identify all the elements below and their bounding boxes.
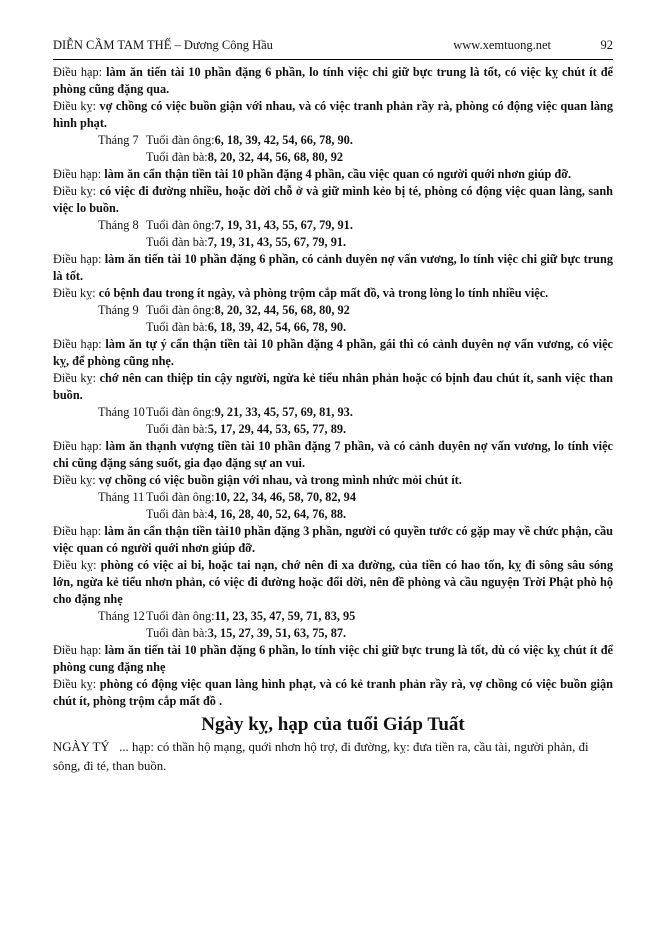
month-row-men [53,608,613,625]
women-label: Tuổi đàn bà: [146,422,208,436]
women-label: Tuổi đàn bà: [146,150,208,164]
month-row-women [53,421,613,438]
month-row-women [53,234,613,251]
month-row-men [53,302,613,319]
women-ages: 4, 16, 28, 40, 52, 64, 76, 88. [207,507,347,521]
men-ages: 7, 19, 31, 43, 55, 67, 79, 91. [214,218,353,232]
dieu-hap-text: làm ăn tự ý cẩn thận tiền tài 10 phần đặng 4 phần, gái thì có cảnh duyên nợ vấn vương, có việc kỵ, để phòng cũng nhẹ. [53,337,613,368]
dieu-hap-label: Điều hạp: [53,65,107,79]
month-dieu-ky [53,183,613,217]
dieu-hap-text: làm ăn tiến tài 10 phần đặng 6 phần, lo tính việc chi giữ bực trung là tốt, có việc kỵ chút ít để phòng cũng đặng qua. [53,65,613,96]
month-label: Tháng 7 [98,133,139,147]
dieu-ky-text: vợ chồng có việc buồn giận với nhau, và trong mình nhức mỏi chút ít. [98,473,462,487]
month-dieu-ky [53,557,613,608]
dieu-ky-label: Điều kỵ: [53,184,100,198]
men-label: Tuổi đàn ông: [146,218,215,232]
month-dieu-ky [53,472,613,489]
header-title: DIỄN CẦM TAM THẾ – Dương Công Hầu [53,38,273,52]
month-dieu-hap [53,166,613,183]
page-number: 92 [600,38,613,52]
month-dieu-hap [53,642,613,676]
month-dieu-ky [53,676,613,710]
women-ages: 3, 15, 27, 39, 51, 63, 75, 87. [207,626,347,640]
dieu-ky-label: Điều kỵ: [53,677,100,691]
dieu-hap-text: làm ăn thạnh vượng tiền tài 10 phần đặng 7 phần, và có cảnh duyên nợ vấn vương, lo tính việc chi cũng đặng sáng suốt, gia đạo đặng sự an vui. [53,439,613,470]
dieu-hap-label: Điều hạp: [53,439,106,453]
women-label: Tuổi đàn bà: [146,626,208,640]
ngay-ty-label: NGÀY TÝ [53,740,110,754]
month-label: Tháng 12 [98,609,145,623]
men-ages: 11, 23, 35, 47, 59, 71, 83, 95 [214,609,356,623]
dieu-hap-label: Điều hạp: [53,167,105,181]
month-label: Tháng 9 [98,303,139,317]
men-label: Tuổi đàn ông: [146,133,215,147]
dieu-hap-label: Điều hạp: [53,337,106,351]
men-ages: 10, 22, 34, 46, 58, 70, 82, 94 [214,490,356,504]
month-row-women [53,625,613,642]
women-label: Tuổi đàn bà: [146,320,208,334]
dieu-hap-label: Điều hạp: [53,524,105,538]
men-label: Tuổi đàn ông: [146,609,215,623]
intro-dieu-hap [53,64,613,98]
dieu-ky-text: có việc đi đường nhiều, hoặc dời chỗ ở và giữ mình kẻo bị té, phòng có động việc quan làng, sanh việc lo buồn. [53,184,613,215]
month-dieu-hap [53,336,613,370]
ngay-ty-text: ... hạp: có thần hộ mạng, quới nhơn hộ trợ, đi đường, kỵ: đưa tiền ra, cầu tài, người phản, đi sông, đi té, than buồn. [53,740,589,773]
document-page [53,38,613,776]
header-website: www.xemtuong.net [453,38,551,52]
dieu-ky-text: có bệnh đau trong ít ngày, và phòng trộm cắp mất đồ, và trong lòng lo tính nhiều việc. [98,286,549,300]
section-heading: Ngày kỵ, hạp của tuổi Giáp Tuất [201,714,465,735]
men-label: Tuổi đàn ông: [146,303,215,317]
ngay-ty-paragraph [53,738,613,776]
month-dieu-hap [53,523,613,557]
month-row-men [53,404,613,421]
month-dieu-ky [53,370,613,404]
month-label: Tháng 10 [98,405,145,419]
dieu-ky-label: Điều kỵ: [53,371,100,385]
men-ages: 8, 20, 32, 44, 56, 68, 80, 92 [214,303,350,317]
dieu-ky-label: Điều kỵ: [53,473,99,487]
intro-dieu-ky [53,98,613,132]
women-label: Tuổi đàn bà: [146,507,208,521]
month-dieu-hap [53,438,613,472]
dieu-hap-text: làm ăn tiến tài 10 phần đặng 6 phần, có cảnh duyên nợ vấn vương, lo tính việc chi giữ bực trung là tốt. [53,252,613,283]
women-ages: 6, 18, 39, 42, 54, 66, 78, 90. [207,320,347,334]
month-row-women [53,506,613,523]
month-row-men [53,489,613,506]
dieu-ky-label: Điều kỵ: [53,558,101,572]
women-ages: 8, 20, 32, 44, 56, 68, 80, 92 [207,150,343,164]
dieu-hap-label: Điều hạp: [53,643,105,657]
women-label: Tuổi đàn bà: [146,235,208,249]
dieu-hap-text: làm ăn cẩn thận tiền tài10 phần đặng 3 phần, người có quyền tước có gặp may về chức phận, cầu việc quan có người quới nhơn giúp đỡ. [53,524,613,555]
women-ages: 5, 17, 29, 44, 53, 65, 77, 89. [207,422,347,436]
month-label: Tháng 11 [98,490,145,504]
page-header [53,38,613,56]
month-row-men [53,217,613,234]
month-row-women [53,149,613,166]
month-dieu-hap [53,251,613,285]
women-ages: 7, 19, 31, 43, 55, 67, 79, 91. [207,235,347,249]
men-ages: 9, 21, 33, 45, 57, 69, 81, 93. [214,405,353,419]
dieu-hap-text: làm ăn cẩn thận tiền tài 10 phần đặng 4 phần, cầu việc quan có người quới nhơn giúp đỡ. [104,167,572,181]
month-label: Tháng 8 [98,218,139,232]
dieu-ky-label: Điều kỵ: [53,286,99,300]
dieu-ky-text: chớ nên can thiệp tin cậy người, ngừa kẻ tiểu nhân phản hoặc có bịnh đau chút ít, sanh việc than buồn. [53,371,613,402]
month-dieu-ky [53,285,613,302]
month-row-men [53,132,613,149]
month-row-women [53,319,613,336]
dieu-hap-text: làm ăn tiến tài 10 phần đặng 6 phần, lo tính việc chi giữ bực trung là tốt, dù có việc kỵ chút ít để phòng cung đặng nhẹ [53,643,613,674]
dieu-hap-label: Điều hạp: [53,252,105,266]
dieu-ky-text: phòng có động việc quan làng hình phạt, và có kẻ tranh phản rầy rà, vợ chồng có việc buồn giận chút ít, phòng trộm cắp mất đồ . [53,677,613,708]
men-label: Tuổi đàn ông: [146,490,215,504]
header-divider [53,59,613,60]
men-label: Tuổi đàn ông: [146,405,215,419]
dieu-ky-text: vợ chồng có việc buồn giận với nhau, và có việc tranh phản rầy rà, phòng có động việc quan làng hình phạt. [53,99,614,130]
dieu-ky-text: phòng có việc ai bi, hoặc tai nạn, chớ nên đi xa đường, của tiền có hao tốn, kỵ đi sông sâu sóng lớn, ngừa kẻ tiểu nhơn phản, có việc đi đường hoặc đổi dời, nên đề phòng và cầu nguyện Trời Phật phò hộ cho đặng nhẹ [53,558,613,606]
dieu-ky-label: Điều kỵ: [53,99,100,113]
men-ages: 6, 18, 39, 42, 54, 66, 78, 90. [214,133,353,147]
